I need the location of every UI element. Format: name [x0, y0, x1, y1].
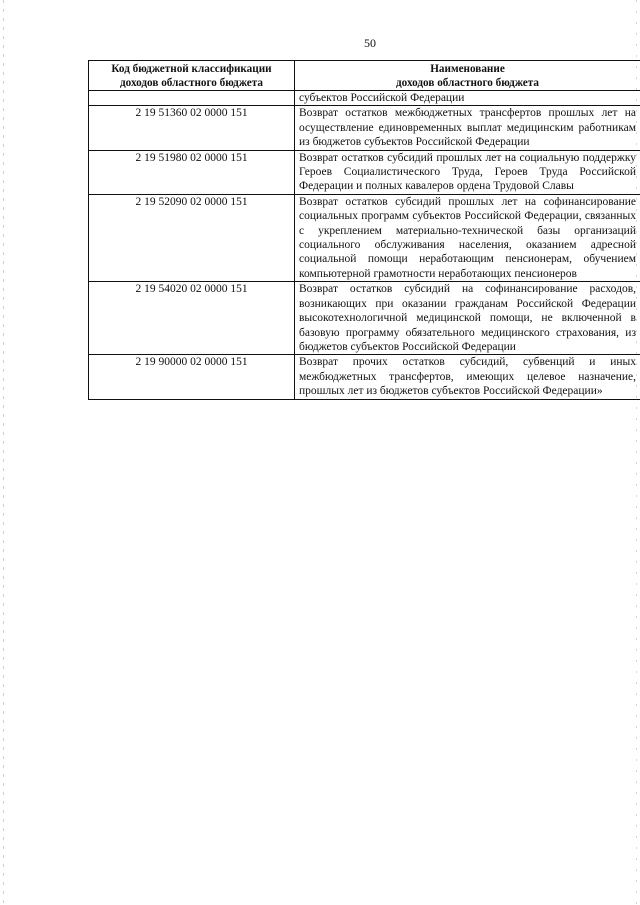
row-code: 2 19 51360 02 0000 151	[89, 106, 295, 150]
page-number: 50	[364, 36, 376, 50]
table-row	[89, 150, 640, 194]
row-name: Возврат остатков межбюджетных трансфертов прошлых лет на осуществление единовременных выплат медицинским работникам из бюджетов субъектов Российской Федерации	[295, 106, 640, 150]
header-name	[295, 61, 640, 91]
row-code: 2 19 54020 02 0000 151	[89, 282, 295, 355]
table-row	[89, 194, 640, 281]
header-code	[89, 61, 295, 91]
header-name-line1: Наименование	[430, 63, 505, 75]
row-code: 2 19 52090 02 0000 151	[89, 194, 295, 281]
row-name: Возврат остатков субсидий прошлых лет на софинансирование социальных программ субъектов Российской Федерации, связанных с укреплением материально-технической базы организаций социального обслуживания населения, оказанием адресной социальной помощи неработающим пенсионерам, обучением компьютерной грамотности неработающих пенсионеров	[295, 194, 640, 281]
row-name: Возврат остатков субсидий прошлых лет на социальную поддержку Героев Социалистического Труда, Героев Труда Российской Федерации и полных кавалеров ордена Трудовой Славы	[295, 150, 640, 194]
table-row	[89, 106, 640, 150]
table-row	[89, 91, 640, 106]
header-name-line2: доходов областного бюджета	[395, 77, 539, 89]
scan-edge-left	[3, 0, 4, 905]
row-name: субъектов Российской Федерации	[295, 91, 640, 106]
row-name: Возврат остатков субсидий на софинансирование расходов, возникающих при оказании гражданам Российской Федерации высокотехнологичной медицинской помощи, не включенной в базовую программу обязательного медицинского страхования, из бюджетов субъектов Российской Федерации	[295, 282, 640, 355]
budget-classification-table	[88, 60, 640, 400]
row-code	[89, 91, 295, 106]
row-code: 2 19 51980 02 0000 151	[89, 150, 295, 194]
row-code: 2 19 90000 02 0000 151	[89, 355, 295, 399]
table-header-row	[89, 61, 640, 91]
header-code-line2: доходов областного бюджета	[119, 77, 263, 89]
table-row	[89, 282, 640, 355]
header-code-line1: Код бюджетной классификации	[111, 63, 272, 75]
table-row	[89, 355, 640, 399]
row-name: Возврат прочих остатков субсидий, субвенций и иных межбюджетных трансфертов, имеющих целевое назначение, прошлых лет из бюджетов субъектов Российской Федерации»	[295, 355, 640, 399]
